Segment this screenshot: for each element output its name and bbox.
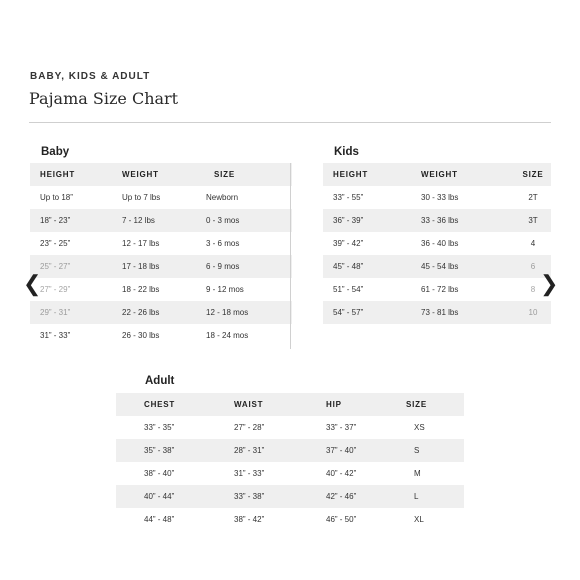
table-cell: 27” - 28”	[234, 423, 265, 432]
table-cell: L	[414, 492, 419, 501]
table-row	[30, 255, 292, 278]
table-cell: 54” - 57”	[333, 308, 364, 317]
table-cell: 18 - 22 lbs	[122, 285, 160, 294]
table-row	[323, 209, 551, 232]
table-cell: 35” - 38”	[144, 446, 175, 455]
table-row	[323, 255, 551, 278]
baby-col-height: HEIGHT	[40, 170, 76, 179]
adult-header-row	[116, 393, 464, 416]
table-row	[116, 508, 464, 531]
baby-section-label: Baby	[41, 146, 70, 158]
table-cell: 23” - 25”	[40, 239, 71, 248]
adult-col-waist: WAIST	[234, 400, 264, 409]
table-cell: 51” - 54”	[333, 285, 364, 294]
table-cell: M	[414, 469, 421, 478]
baby-size-table	[30, 163, 292, 347]
table-cell: 8	[530, 285, 536, 294]
table-row	[30, 278, 292, 301]
kids-col-weight: WEIGHT	[421, 170, 458, 179]
table-cell: 61 - 72 lbs	[421, 285, 459, 294]
kids-col-size: SIZE	[522, 170, 544, 179]
table-row	[323, 301, 551, 324]
title-divider	[29, 122, 551, 123]
table-cell: XL	[414, 515, 424, 524]
table-cell: 9 - 12 mos	[206, 285, 244, 294]
table-cell: 27” - 29”	[40, 285, 71, 294]
table-cell: 33 - 36 lbs	[421, 216, 459, 225]
baby-header-row	[30, 163, 292, 186]
table-cell: 7 - 12 lbs	[122, 216, 155, 225]
table-cell: 38” - 40”	[144, 469, 175, 478]
kids-col-height: HEIGHT	[333, 170, 369, 179]
table-cell: 4	[530, 239, 536, 248]
table-cell: 25” - 27”	[40, 262, 71, 271]
table-cell: 18” - 23”	[40, 216, 71, 225]
table-cell: 3 - 6 mos	[206, 239, 240, 248]
table-cell: 45” - 48”	[333, 262, 364, 271]
table-cell: 30 - 33 lbs	[421, 193, 459, 202]
table-cell: 36 - 40 lbs	[421, 239, 459, 248]
adult-size-table	[116, 393, 464, 531]
table-row	[116, 485, 464, 508]
table-row	[116, 416, 464, 439]
adult-col-chest: CHEST	[144, 400, 176, 409]
table-cell: 33” - 35”	[144, 423, 175, 432]
table-row	[116, 439, 464, 462]
table-cell: 38” - 42”	[234, 515, 265, 524]
table-row	[323, 232, 551, 255]
table-cell: 36” - 39”	[333, 216, 364, 225]
table-cell: 6 - 9 mos	[206, 262, 240, 271]
adult-col-size: SIZE	[406, 400, 427, 409]
table-cell: 22 - 26 lbs	[122, 308, 160, 317]
table-cell: 29” - 31”	[40, 308, 71, 317]
table-cell: Up to 7 lbs	[122, 193, 161, 202]
table-row	[323, 186, 551, 209]
table-row	[30, 301, 292, 324]
table-row	[30, 232, 292, 255]
table-cell: 33” - 55”	[333, 193, 364, 202]
table-cell: 31” - 33”	[234, 469, 265, 478]
table-cell: 18 - 24 mos	[206, 331, 249, 340]
kids-size-table	[323, 163, 551, 324]
table-cell: 33” - 38”	[234, 492, 265, 501]
kids-header-row	[323, 163, 551, 186]
table-cell: Newborn	[206, 193, 239, 202]
table-cell: S	[414, 446, 420, 455]
table-cell: 40” - 44”	[144, 492, 175, 501]
table-cell: 2T	[528, 193, 538, 202]
chevron-left-icon[interactable]: ❮	[23, 271, 42, 296]
baby-col-size: SIZE	[214, 170, 235, 179]
table-cell: 3T	[528, 216, 538, 225]
page-title: Pajama Size Chart	[29, 89, 179, 108]
table-cell: 26 - 30 lbs	[122, 331, 160, 340]
table-row	[30, 186, 292, 209]
section-divider	[290, 163, 291, 349]
chevron-right-icon[interactable]: ❯	[540, 271, 559, 296]
table-cell: 31” - 33”	[40, 331, 71, 340]
table-cell: 17 - 18 lbs	[122, 262, 160, 271]
table-cell: 6	[530, 262, 536, 271]
table-cell: 39” - 42”	[333, 239, 364, 248]
table-cell: 12 - 18 mos	[206, 308, 249, 317]
adult-col-hip: HIP	[326, 400, 342, 409]
table-cell: 33” - 37”	[326, 423, 357, 432]
table-cell: 73 - 81 lbs	[421, 308, 459, 317]
table-cell: 10	[528, 308, 538, 317]
eyebrow-label: BABY, KIDS & ADULT	[30, 71, 151, 82]
table-cell: 0 - 3 mos	[206, 216, 240, 225]
table-cell: XS	[414, 423, 425, 432]
table-cell: 12 - 17 lbs	[122, 239, 160, 248]
table-cell: 42” - 46”	[326, 492, 357, 501]
table-cell: 40” - 42”	[326, 469, 357, 478]
table-cell: 37” - 40”	[326, 446, 357, 455]
table-row	[323, 278, 551, 301]
table-cell: 45 - 54 lbs	[421, 262, 459, 271]
table-cell: 44” - 48”	[144, 515, 175, 524]
adult-section-label: Adult	[145, 375, 175, 387]
baby-col-weight: WEIGHT	[122, 170, 159, 179]
table-row	[116, 462, 464, 485]
table-cell: 28” - 31”	[234, 446, 265, 455]
table-row	[30, 209, 292, 232]
kids-section-label: Kids	[334, 146, 359, 158]
table-row	[30, 324, 292, 347]
table-cell: 46” - 50”	[326, 515, 357, 524]
table-cell: Up to 18”	[40, 193, 73, 202]
